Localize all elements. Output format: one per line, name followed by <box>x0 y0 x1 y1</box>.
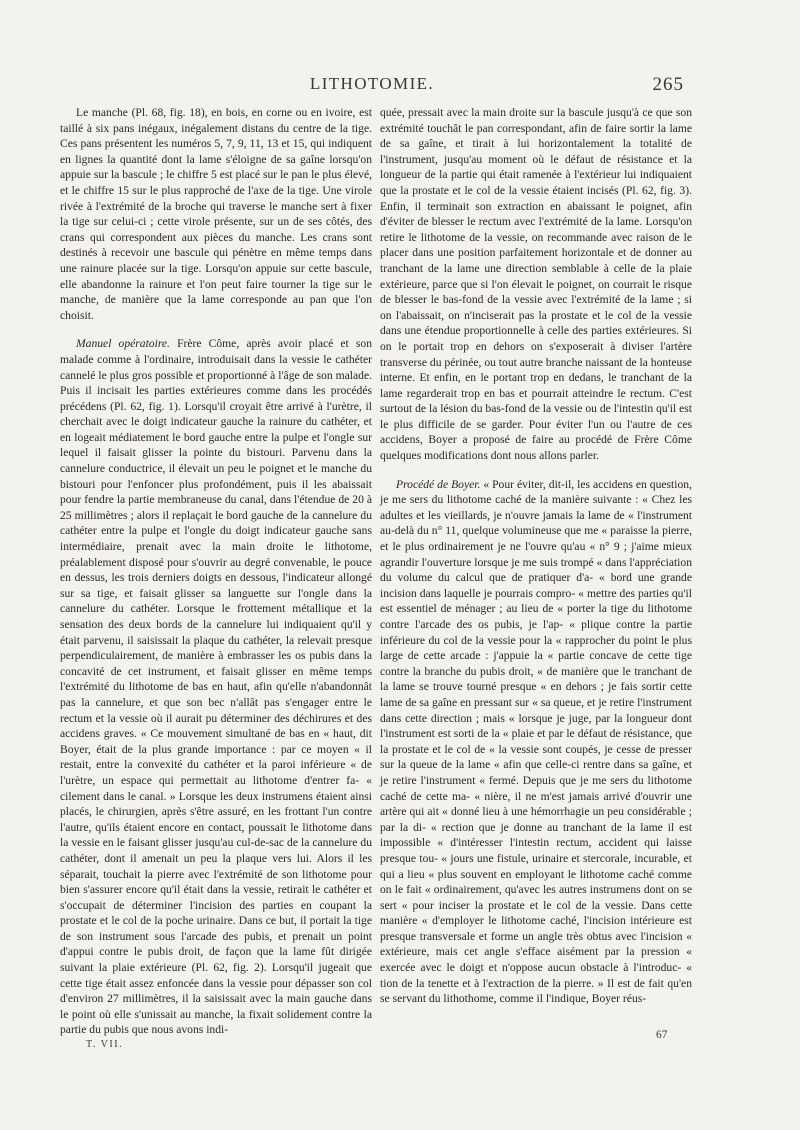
paragraph-text: quée, pressait avec la main droite sur la bascule jusqu'à ce que son extrémité touchât le pan correspondant, afin de faire sortir la lame de sa gaîne, et tirait à lui horizontalement la totalité de l'instrument, jusqu'au moment où le défaut de résistance et la longueur de la partie qui était ramenée à l'extérieur lui indiquaient que la prostate et le col de la vessie étaient incisés (Pl. 62, fig. 3). Enfin, il terminait son extraction en abaissant le poignet, afin d'éviter de blesser le rectum avec l'extrémité de la lame. Lorsqu'on retire le lithotome de la vessie, on recommande avec raison de le placer dans une position parfaitement horizontale et de donner au tranchant de la lame une direction semblable à celle de la plaie extérieure, parce que si l'on élevait le poignet, on courrait le risque de blesser le bas-fond de la vessie avec l'extrémité de la lame ; si on l'abaissait, on n'inciserait pas la prostate et le col de la vessie dans une étendue proportionnelle à celle des parties extérieures. Si on le portait trop en dehors on s'exposerait à diviser l'artère transverse du périnée, ou tout autre branche naissant de la honteuse interne. Et enfin, en le portant trop en dedans, le tranchant de la lame regarderait trop en bas et pourrait atteindre le rectum. C'est surtout de la lésion du bas-fond de la vessie ou de l'intestin qu'il est le plus difficile de se garder. Pour éviter l'un ou l'autre de ces accidens, Boyer a proposé de faire au procédé de Frère Côme quelques modifications dont nous allons parler. <box>380 106 692 463</box>
page-number: 265 <box>652 74 684 95</box>
volume-signature: T. VII. <box>86 1039 124 1050</box>
paragraph-manche <box>60 105 372 323</box>
paragraph-text: Le manche (Pl. 68, fig. 18), en bois, en corne ou en ivoire, est taillé à six pans inégaux, inégalement distans du centre de la tige. Ces pans présentent les numéros 5, 7, 9, 11, 13 et 15, qui indiquent en lignes la quantité dont la lame s'éloigne de sa gaîne lorsqu'on appuie sur la bascule ; le chiffre 5 est placé sur le pan le plus élevé, et le chiffre 15 sur le plus rapproché de l'axe de la tige. Une virole rivée à l'extrémité de la broche qui traverse le manche sert à fixer la tige sur celui-ci ; cette virole présente, sur un de ses côtés, des crans qui correspondent aux pièces du manche. Les crans sont destinés à recevoir une bascule qui pénètre en même temps dans une rainure placée sur la tige. Lorsqu'on appuie sur cette bascule, elle abandonne la rainure et l'on peut faire tourner la tige sur le manche, de manière que la lame corresponde au pan que l'on choisit. <box>60 106 372 322</box>
sheet-folio: 67 <box>656 1029 668 1041</box>
section-lead: Manuel opératoire. <box>76 337 170 351</box>
paragraph-text: Frère Côme, après avoir placé et son malade comme à l'ordinaire, introduisait dans la vessie le cathéter cannelé le plus gros possible et proportionné à l'âge de son malade. Puis il incisait les parties extérieures comme dans les procédés précédens (Pl. 62, fig. 1). Lorsqu'il croyait être arrivé à l'urètre, il cherchait avec le doigt indicateur gauche la rainure du cathéter, et en logeait médiatement le bord gauche entre la pulpe et l'ongle sur lequel il faisait glisser la pointe du bistouri. Parvenu dans la cannelure conductrice, il élevait un peu le poignet et le manche du bistouri pour l'enfoncer plus profondément, puis il les abaissait pour fendre la partie membraneuse du canal, dans l'étendue de 20 à 25 millimètres ; alors il replaçait le bord gauche de la cannelure du cathéter entre la pulpe et l'ongle du doigt indicateur gauche sans intermédiaire, prenait avec la main droite le lithotome, préalablement disposé pour s'ouvrir au degré convenable, le pouce en dessus, les trois derniers doigts en dessous, l'indicateur allongé sur sa tige, et faisait glisser sa languette sur l'ongle dans la cannelure du cathéter. Lorsque le frottement métallique et la sensation des deux bords de la cannelure lui indiquaient qu'il y était parvenu, il saisissait la plaque du cathéter, la relevait presque perpendiculairement, de manière à embrasser les os pubis dans la concavité de cet instrument, et faisait glisser en même temps l'extrémité du lithotome de bas en haut, afin qu'elle n'abandonnât pas la cannelure, et que son bec n'allât pas s'engager entre le rectum et la vessie où il aurait pu déterminer des déchirures et des accidens graves. « Ce mouvement simultané de bas en « haut, dit Boyer, était de la plus grande importance : par ce moyen « il restait, entre la convexité du cathéter et la paroi inférieure « de l'urètre, un espace qui permettait au lithotome d'entrer fa- « cilement dans le canal. » Lorsque les deux instrumens étaient ainsi placés, le chirurgien, après s'être assuré, en les frottant l'un contre l'autre, qu'ils étaient encore en contact, poussait le lithotome dans la vessie en le faisant glisser jusqu'au cul-de-sac de la cannelure du cathéter, dont il amenait un peu la plaque vers lui. Alors il les séparait, touchait la pierre avec l'extrémité de son lithotome pour bien s'assurer encore qu'il était dans la vessie, retirait le cathéter et s'occupait de déterminer l'incision des parties en coupant la prostate et le col de la poche urinaire. Dans ce but, il portait la tige de son instrument sous l'arcade des pubis, et prenait un point d'appui contre le pubis droit, de façon que la lame fût dirigée suivant la plaie extérieure (Pl. 62, fig. 2). Lorsqu'il jugeait que cette tige était assez enfoncée dans la vessie pour dépasser son col d'environ 27 millimètres, il la saisissait avec la main gauche dans le point où elle s'unissait au manche, la fixait solidement contre la partie du pubis que nous avons indi- <box>60 337 372 1037</box>
section-lead: Procédé de Boyer. <box>396 477 481 491</box>
paragraph-continuation <box>380 105 692 464</box>
right-column <box>380 105 692 1007</box>
paragraph-text: « Pour éviter, dit-il, les accidens en question, je me sers du lithotome caché de la manière suivante : « Chez les adultes et les vieillards, je n'ouvre jamais la lame de « l'instrument au-delà du n° 11, quelque volumineuse que me « paraisse la pierre, et le plus ordinairement je ne l'ouvre qu'au « n° 9 ; j'aime mieux agrandir l'ouverture lorsque je me suis trompé « dans l'appréciation du volume du calcul que de pratiquer d'a- « bord une grande incision dans laquelle je pourrais compro- « mettre des parties qu'il est essentiel de ménager ; au lieu de « porter la tige du lithotome contre l'arcade des os pubis, je l'ap- « plique contre la partie inférieure du col de la vessie pour la « rapprocher du point le plus large de cette arcade : j'appuie la « partie concave de cette tige contre la branche du pubis droit, « de manière que le tranchant de la lame se trouve tourné presque « en dehors ; je fais sortir cette lame de sa gaîne en pressant sur « sa queue, et je retire l'instrument dans cette direction ; mais « lorsque je juge, par la longueur dont l'instrument est sorti de la « plaie et par le défaut de résistance, que la prostate et le col de « la vessie sont coupés, je cesse de presser sur la queue de la lame « afin que celle-ci rentre dans sa gaîne, et je retire l'instrument « fermé. Depuis que je me sers du lithotome caché de cette ma- « nière, il ne m'est jamais arrivé d'ouvrir une artère qui ait « donné lieu à une hémorrhagie un peu considérable ; par la di- « rection que je donne au tranchant de la lame il est impossible « d'intéresser l'intestin rectum, accident qui laisse presque tou- « jours une fistule, urinaire et stercorale, incurable, et qui a lieu « plus souvent en employant le lithotome caché comme on le fait « ordinairement, qu'avec les autres instrumens dont on se sert « pour inciser la prostate et le col de la vessie. Dans cette manière « d'employer le lithotome caché, l'incision intérieure est presque transversale et forme un angle très obtus avec l'incision « extérieure, mais cet angle s'efface aisément par la pression « exercée avec le doigt et n'oppose aucun obstacle à l'introduc- « tion de la tenette et à l'extraction de la pierre. » Il est de fait qu'en se servant du lithothome, comme il l'indique, Boyer réus- <box>380 477 692 1006</box>
paragraph-procede-boyer <box>380 477 692 1007</box>
running-title: LITHOTOMIE. <box>309 74 435 93</box>
page-header <box>60 74 684 98</box>
paragraph-manuel-operatoire <box>60 336 372 1038</box>
left-column <box>60 105 372 1038</box>
